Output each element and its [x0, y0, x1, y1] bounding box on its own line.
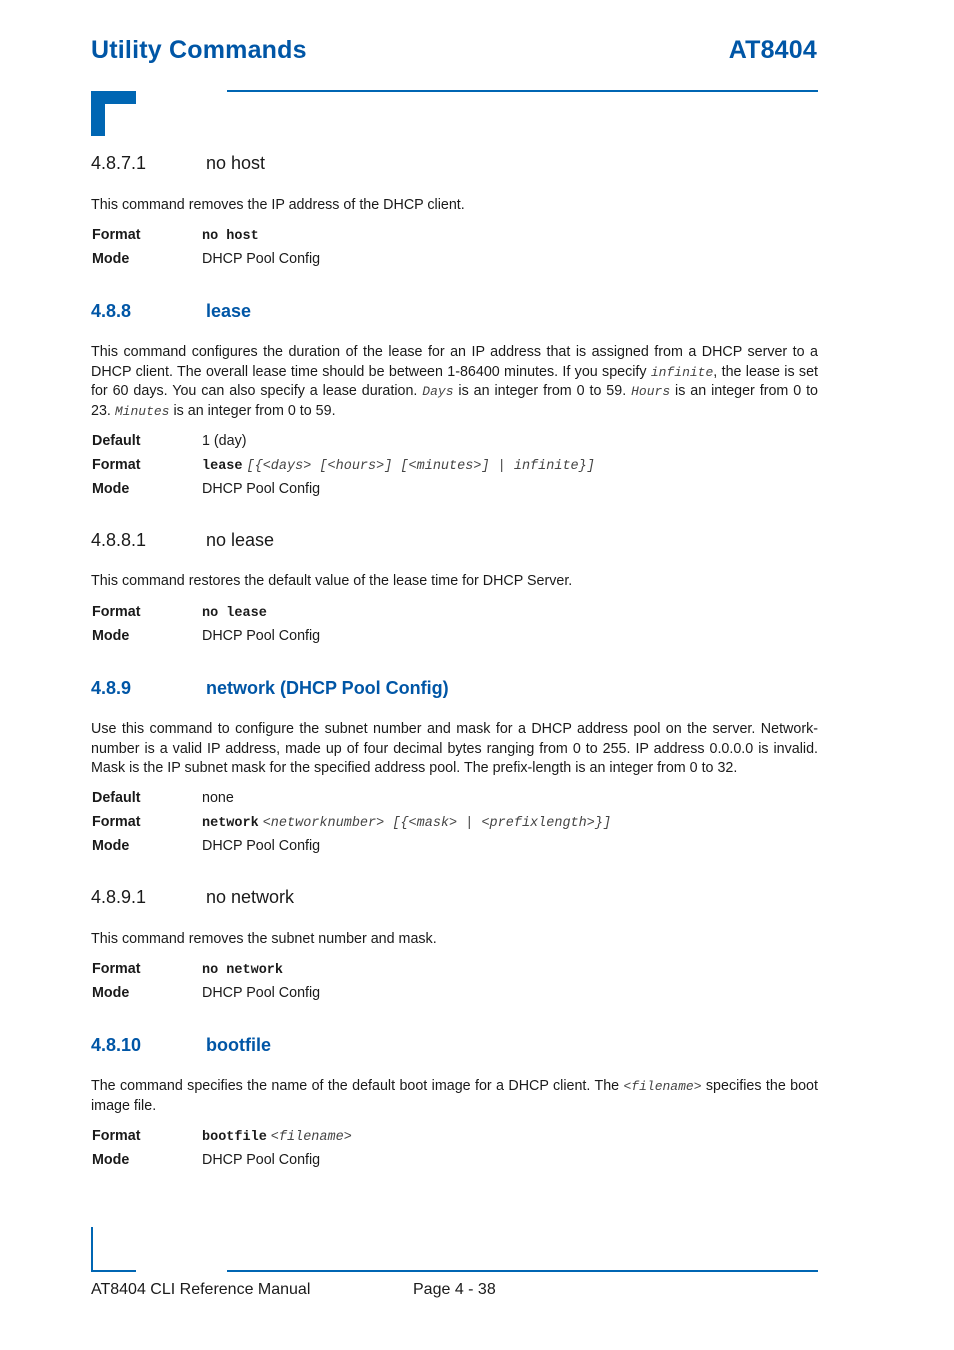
section-number: 4.8.7.1	[91, 153, 147, 173]
section-description: This command removes the subnet number and mask.	[91, 931, 437, 947]
format-label: Format	[92, 227, 141, 243]
mode-value: DHCP Pool Config	[202, 838, 321, 854]
section-number: 4.8.9.1	[91, 887, 147, 907]
mode-label: Mode	[92, 985, 130, 1001]
footer-mark-horizontal	[91, 1270, 136, 1272]
format-label: Format	[92, 604, 141, 620]
section-number: 4.8.9	[91, 678, 132, 698]
section-description	[91, 1077, 818, 1116]
mode-label: Mode	[92, 251, 130, 267]
footer-rule	[227, 1270, 818, 1272]
command-keyword: no host	[202, 229, 259, 244]
mode-value: DHCP Pool Config	[202, 985, 321, 1001]
corner-mark-horizontal	[91, 91, 136, 104]
mode-value: DHCP Pool Config	[202, 1152, 321, 1168]
format-value	[202, 1128, 352, 1145]
section-heading-no-network	[91, 887, 294, 908]
section-title: lease	[206, 301, 252, 321]
format-value	[202, 961, 283, 978]
default-label: Default	[92, 433, 141, 449]
section-title: no lease	[206, 530, 275, 550]
description-text: specifies the boot image file.	[91, 1078, 818, 1114]
command-keyword: no network	[202, 963, 284, 978]
section-heading-no-lease	[91, 530, 274, 551]
footer-mark-vertical	[91, 1227, 93, 1272]
command-arguments: <filename>	[270, 1130, 352, 1145]
mode-value: DHCP Pool Config	[202, 481, 321, 497]
command-keyword: network	[202, 816, 259, 831]
header-rule	[227, 90, 818, 92]
variable-minutes: Minutes	[114, 403, 170, 419]
description-text: The command specifies the name of the default boot image for a DHCP client. The	[91, 1078, 624, 1094]
running-header-product: AT8404	[728, 36, 817, 64]
description-text: is an integer from 0 to 59.	[169, 402, 336, 419]
section-title: no host	[206, 153, 266, 173]
variable-days: Days	[422, 384, 454, 399]
format-label: Format	[92, 814, 141, 830]
mode-value: DHCP Pool Config	[202, 251, 321, 267]
section-number: 4.8.8	[91, 301, 132, 321]
format-label: Format	[92, 1128, 141, 1144]
format-value	[202, 227, 259, 244]
format-value	[202, 814, 611, 831]
running-header-title: Utility Commands	[91, 36, 307, 64]
command-keyword: no lease	[202, 606, 267, 621]
description-text: is an integer from 0 to 23.	[91, 383, 819, 419]
description-text: , the lease is set for 60 days. You can also specify a lease duration.	[91, 363, 819, 399]
description-text: This command configures the duration of the lease for an IP address that is assigned from a DHCP server to a DHCP client. The overall lease time should be between 1-86400 minutes. If you specify	[91, 344, 818, 380]
mode-label: Mode	[92, 628, 130, 644]
section-description: This command restores the default value of the lease time for DHCP Server.	[91, 573, 573, 589]
format-value	[202, 604, 267, 621]
section-title: network (DHCP Pool Config)	[206, 678, 449, 698]
variable-hours: Hours	[631, 384, 671, 399]
section-heading-bootfile	[91, 1035, 271, 1056]
mode-label: Mode	[92, 1152, 130, 1168]
variable-filename: <filename>	[623, 1079, 702, 1094]
section-heading-lease	[91, 301, 251, 322]
variable-infinite: infinite	[650, 364, 714, 380]
section-description: This command removes the IP address of the DHCP client.	[91, 197, 465, 213]
mode-label: Mode	[92, 838, 130, 854]
default-value: none	[202, 790, 234, 806]
mode-value: DHCP Pool Config	[202, 628, 321, 644]
format-label: Format	[92, 457, 141, 473]
section-number: 4.8.10	[91, 1035, 142, 1055]
default-value: 1 (day)	[202, 433, 247, 449]
section-title: no network	[206, 887, 295, 907]
default-label: Default	[92, 790, 141, 806]
command-keyword: lease	[202, 459, 243, 474]
section-number: 4.8.8.1	[91, 530, 147, 550]
command-arguments: [{<days> [<hours>] [<minutes>] | infinite}]	[246, 459, 595, 474]
description-text: is an integer from 0 to 59.	[453, 383, 632, 399]
format-value	[202, 457, 595, 474]
command-keyword: bootfile	[202, 1130, 267, 1145]
section-description: Use this command to configure the subnet number and mask for a DHCP address pool on the server. Network-number is a valid IP address, made up of four decimal bytes ranging from 0 to 255. IP address 0.0.0.0 is invalid. Mask is the IP subnet mask for the specified address pool. The prefix-length is an integer from 0 to 32.	[91, 721, 818, 776]
footer-page-number: Page 4 - 38	[413, 1281, 496, 1298]
section-heading-no-host	[91, 153, 265, 174]
footer-manual-title: AT8404 CLI Reference Manual	[91, 1281, 311, 1298]
mode-label: Mode	[92, 481, 130, 497]
format-label: Format	[92, 961, 141, 977]
command-arguments: <networknumber> [{<mask> | <prefixlength>}]	[262, 816, 612, 831]
section-heading-network	[91, 678, 449, 699]
section-description	[91, 343, 818, 421]
section-title: bootfile	[206, 1035, 271, 1055]
